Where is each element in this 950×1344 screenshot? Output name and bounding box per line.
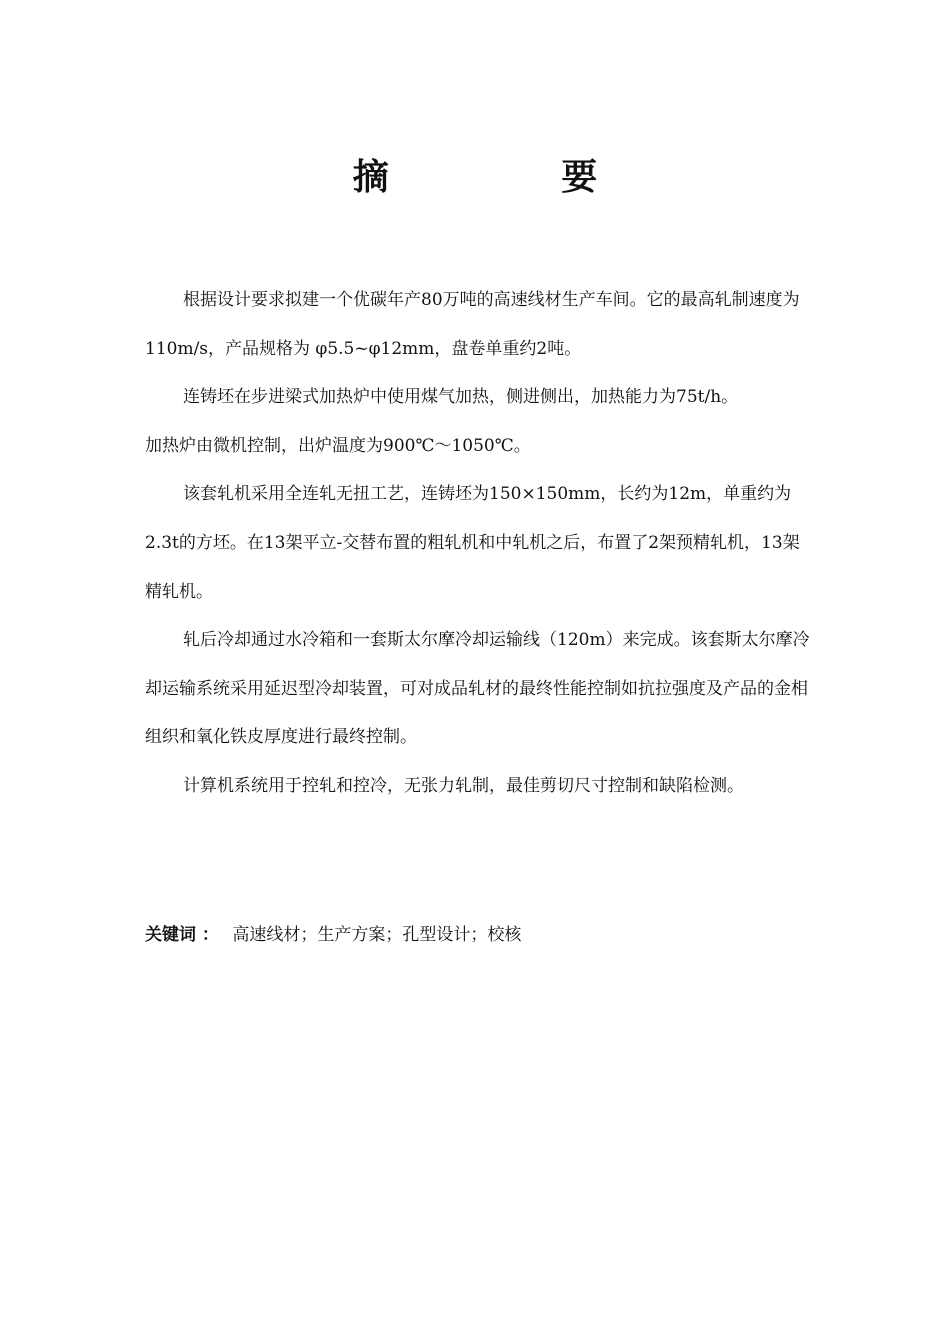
keywords-label: 关键词 ：: [145, 925, 219, 945]
abstract-paragraph-3: 该套轧机采用全连轧无扭工艺，连铸坯为150×150mm，长约为12m，单重约为2.3t的方坯。在13架平立-交替布置的粗轧机和中轧机之后，布置了2架预精轧机，13架精轧机。: [145, 484, 800, 602]
abstract-paragraph-4: 轧后冷却通过水冷箱和一套斯太尔摩冷却运输线（120m）来完成。该套斯太尔摩冷却运输系统采用延迟型冷却装置，可对成品轧材的最终性能控制如抗拉强度及产品的金相组织和氧化铁皮厚度进行最终控制。: [145, 630, 810, 748]
page-title: 摘 要: [352, 157, 678, 198]
keywords-text: 高速线材；生产方案；孔型设计；校核: [232, 925, 522, 945]
abstract-paragraph-5: 计算机系统用于控轧和控冷，无张力轧制，最佳剪切尺寸控制和缺陷检测。: [183, 775, 744, 796]
keywords-line: [145, 915, 813, 955]
abstract-paragraph-2: 连铸坯在步进梁式加热炉中使用煤气加热，侧进侧出，加热能力为75t/h。加热炉由微机控制，出炉温度为900℃～1050℃。: [145, 387, 739, 456]
abstract-body: [145, 276, 813, 811]
abstract-paragraph-1: 根据设计要求拟建一个优碳年产80万吨的高速线材生产车间。它的最高轧制速度为110m/s，产品规格为 φ5.5~φ12mm，盘卷单重约2吨。: [145, 290, 800, 359]
